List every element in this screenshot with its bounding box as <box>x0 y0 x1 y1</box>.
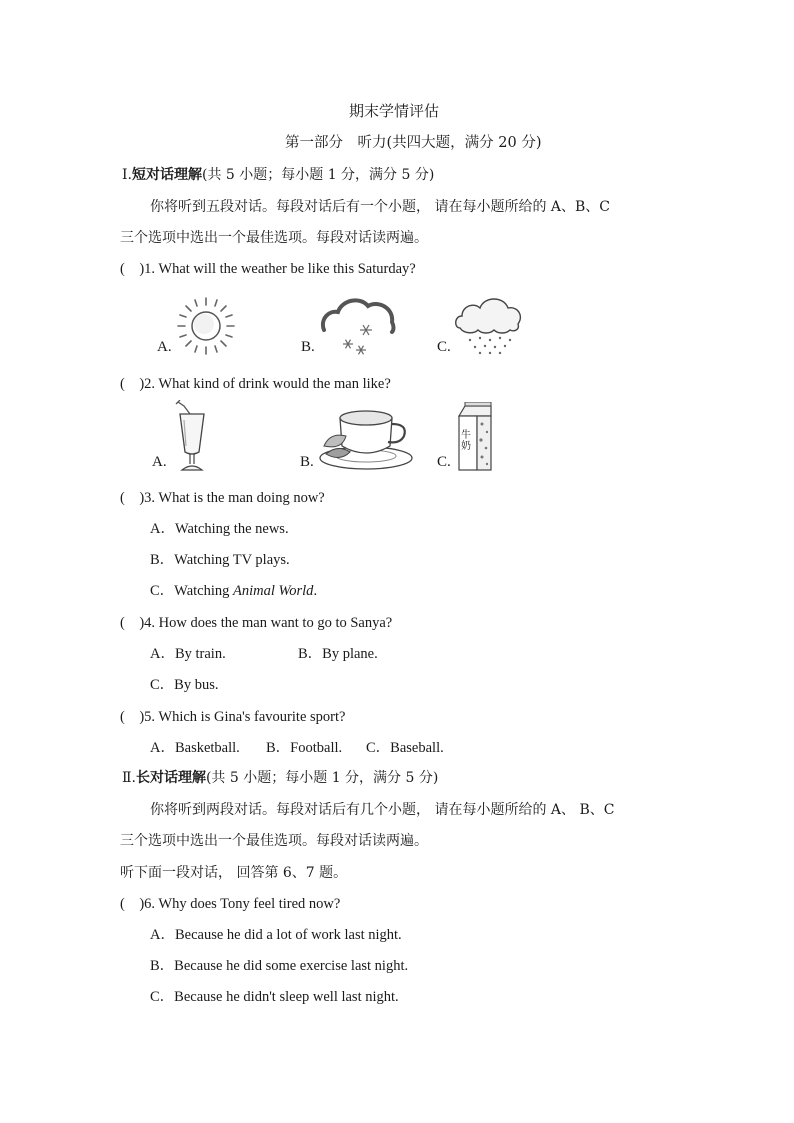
question-4 <box>120 614 392 632</box>
milk-carton-label: 牛奶 <box>461 430 471 452</box>
question-1 <box>120 260 416 278</box>
juice-glass-icon <box>170 400 214 474</box>
question-2 <box>120 375 391 393</box>
part-heading: 第一部分 听力(共四大题，满分 20 分) <box>285 135 542 151</box>
section1-roman: Ⅰ. <box>122 167 132 183</box>
q4-option-c: C．By bus. <box>150 677 219 693</box>
section1-heading <box>122 166 434 184</box>
q4-option-b: B．By plane. <box>298 646 378 662</box>
sun-icon <box>174 294 238 358</box>
section2-roman: Ⅱ. <box>122 770 136 786</box>
cloud-snow-icon <box>318 292 398 358</box>
question-5 <box>120 708 345 726</box>
question-1-text: 1. What will the weather be like this Saturday? <box>144 261 416 277</box>
section1-instruction-line2: 三个选项中选出一个最佳选项。每段对话读两遍。 <box>120 230 428 246</box>
q3-option-c-prefix: C．Watching <box>150 583 233 599</box>
question-3 <box>120 489 325 507</box>
q2-option-c-label: C. <box>437 454 451 470</box>
section2-sub-instruction: 听下面一段对话， 回答第 6、7 题。 <box>120 865 348 881</box>
section2-heading <box>122 769 438 787</box>
tea-cup-icon <box>316 404 416 472</box>
q1-option-c-label: C. <box>437 339 451 355</box>
answer-bracket-2[interactable]: ( ) <box>120 376 145 392</box>
q3-option-a: A．Watching the news. <box>150 521 289 537</box>
answer-bracket-1[interactable]: ( ) <box>120 261 145 277</box>
cloud-rain-icon <box>452 292 524 358</box>
question-6-text: 6. Why does Tony feel tired now? <box>144 896 341 912</box>
answer-bracket-3[interactable]: ( ) <box>120 490 145 506</box>
question-5-text: 5. Which is Gina's favourite sport? <box>144 709 346 725</box>
q5-option-c: C．Baseball. <box>366 740 444 756</box>
section1-note: (共 5 小题；每小题 1 分，满分 5 分) <box>201 167 435 183</box>
section2-instruction-line2: 三个选项中选出一个最佳选项。每段对话读两遍。 <box>120 833 428 849</box>
answer-bracket-4[interactable]: ( ) <box>120 615 145 631</box>
question-4-text: 4. How does the man want to go to Sanya? <box>144 615 393 631</box>
milk-carton-icon <box>455 402 495 472</box>
q3-option-b: B．Watching TV plays. <box>150 552 290 568</box>
q2-option-a-label: A. <box>152 454 167 470</box>
q6-option-a: A．Because he did a lot of work last night. <box>150 927 402 943</box>
section2-note: (共 5 小题；每小题 1 分，满分 5 分) <box>205 770 439 786</box>
q5-option-b: B．Football. <box>266 740 343 756</box>
q5-option-a: A．Basketball. <box>150 740 240 756</box>
answer-bracket-6[interactable]: ( ) <box>120 896 145 912</box>
section1-instruction-line1: 你将听到五段对话。每段对话后有一个小题， 请在每小题所给的 A、B、C <box>150 199 611 215</box>
question-6 <box>120 895 340 913</box>
section2-title: 长对话理解 <box>135 770 206 786</box>
q1-option-b-label: B. <box>301 339 315 355</box>
answer-bracket-5[interactable]: ( ) <box>120 709 145 725</box>
section1-title: 短对话理解 <box>131 167 202 183</box>
question-3-text: 3. What is the man doing now? <box>144 490 325 506</box>
section2-instruction-line1: 你将听到两段对话。每段对话后有几个小题， 请在每小题所给的 A、 B、C <box>150 802 615 818</box>
q3-option-c-title: Animal World <box>233 583 314 599</box>
q1-option-a-label: A. <box>157 339 172 355</box>
q3-option-c-suffix: . <box>313 583 318 599</box>
q4-option-a: A．By train. <box>150 646 226 662</box>
question-2-text: 2. What kind of drink would the man like? <box>144 376 391 392</box>
q3-option-c <box>150 582 317 600</box>
q6-option-b: B．Because he did some exercise last night. <box>150 958 409 974</box>
page-title: 期末学情评估 <box>349 102 440 120</box>
q2-option-b-label: B. <box>300 454 314 470</box>
q6-option-c: C．Because he didn't sleep well last night. <box>150 989 399 1005</box>
